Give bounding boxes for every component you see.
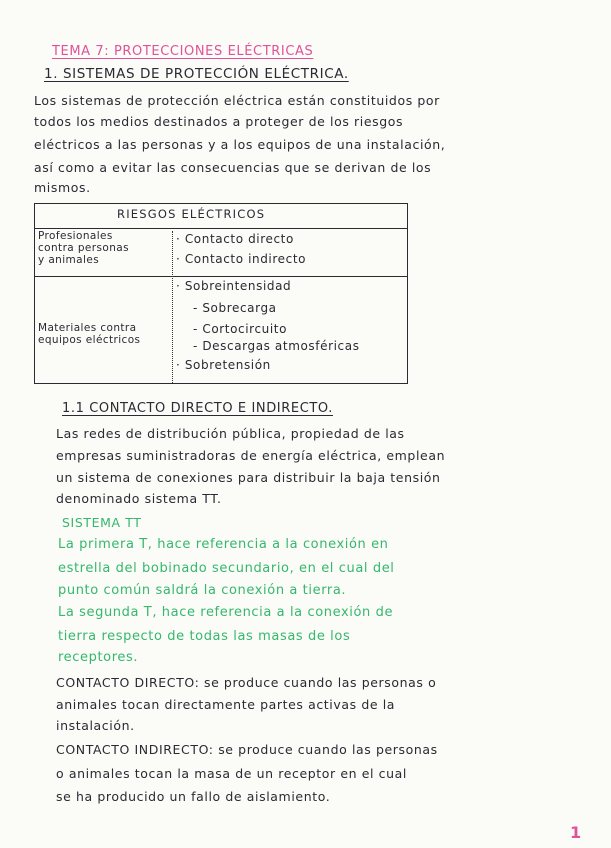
sistema-tt-line: La segunda T, hace referencia a la conexión de — [58, 605, 394, 620]
sistema-tt-line: estrella del bobinado secundario, en el cual del — [58, 561, 395, 576]
risk-category: contra personas — [38, 242, 129, 254]
sistema-tt-line: La primera T, hace referencia a la conexión en — [58, 537, 389, 552]
risk-item: · Sobretensión — [176, 358, 271, 372]
intro-line: mismos. — [34, 180, 91, 195]
intro-line: eléctricos a las personas y a los equipos de una instalación, — [34, 137, 446, 152]
subsection-line: empresas suministradoras de energía eléctrica, emplean — [56, 448, 446, 463]
subsection-title: 1.1 CONTACTO DIRECTO E INDIRECTO. — [62, 401, 333, 416]
subsection-line: un sistema de conexiones para distribuir la baja tensión — [56, 470, 441, 485]
subsection-line: Las redes de distribución pública, propiedad de las — [56, 426, 405, 441]
contacto-indirecto-line: o animales tocan la masa de un receptor en el cual — [56, 766, 408, 781]
risk-table — [34, 203, 408, 384]
risk-item: · Contacto indirecto — [176, 252, 307, 266]
contacto-directo-line: CONTACTO DIRECTO: se produce cuando las personas o — [56, 675, 437, 690]
risk-category: Profesionales — [38, 230, 113, 242]
intro-line: todos los medios destinados a proteger de los riesgos — [34, 114, 404, 129]
sistema-tt-line: tierra respecto de todas las masas de los — [58, 629, 351, 644]
sistema-tt-line: receptores. — [58, 650, 139, 665]
risk-item: - Sobrecarga — [193, 301, 277, 315]
risk-category: Materiales contra — [38, 322, 137, 334]
risk-item: · Contacto directo — [176, 232, 294, 246]
table-divider — [35, 228, 407, 229]
topic-title: TEMA 7: PROTECCIONES ELÉCTRICAS — [52, 44, 314, 59]
table-column-divider — [172, 231, 173, 383]
risk-table-header: RIESGOS ELÉCTRICOS — [117, 207, 266, 221]
intro-line: así como a evitar las consecuencias que se derivan de los — [34, 160, 432, 175]
sistema-tt-title: SISTEMA TT — [62, 515, 142, 530]
contacto-indirecto-line: CONTACTO INDIRECTO: se produce cuando las personas — [56, 742, 438, 757]
sistema-tt-line: punto común saldrá la conexión a tierra. — [58, 583, 347, 598]
risk-category: equipos eléctricos — [38, 334, 141, 346]
contacto-directo-line: instalación. — [56, 718, 135, 733]
subsection-line: denominado sistema TT. — [56, 491, 222, 506]
risk-item: - Descargas atmosféricas — [193, 339, 360, 353]
page-number: 1 — [570, 823, 582, 842]
section-title: 1. SISTEMAS DE PROTECCIÓN ELÉCTRICA. — [44, 66, 349, 82]
risk-item: · Sobreintensidad — [176, 279, 292, 293]
table-divider — [35, 276, 407, 277]
contacto-directo-line: animales tocan directamente partes activas de la — [56, 697, 396, 712]
intro-line: Los sistemas de protección eléctrica están constituidos por — [34, 93, 440, 108]
risk-item: - Cortocircuito — [193, 322, 288, 336]
risk-category: y animales — [38, 254, 100, 266]
contacto-indirecto-line: se ha producido un fallo de aislamiento. — [56, 789, 331, 804]
